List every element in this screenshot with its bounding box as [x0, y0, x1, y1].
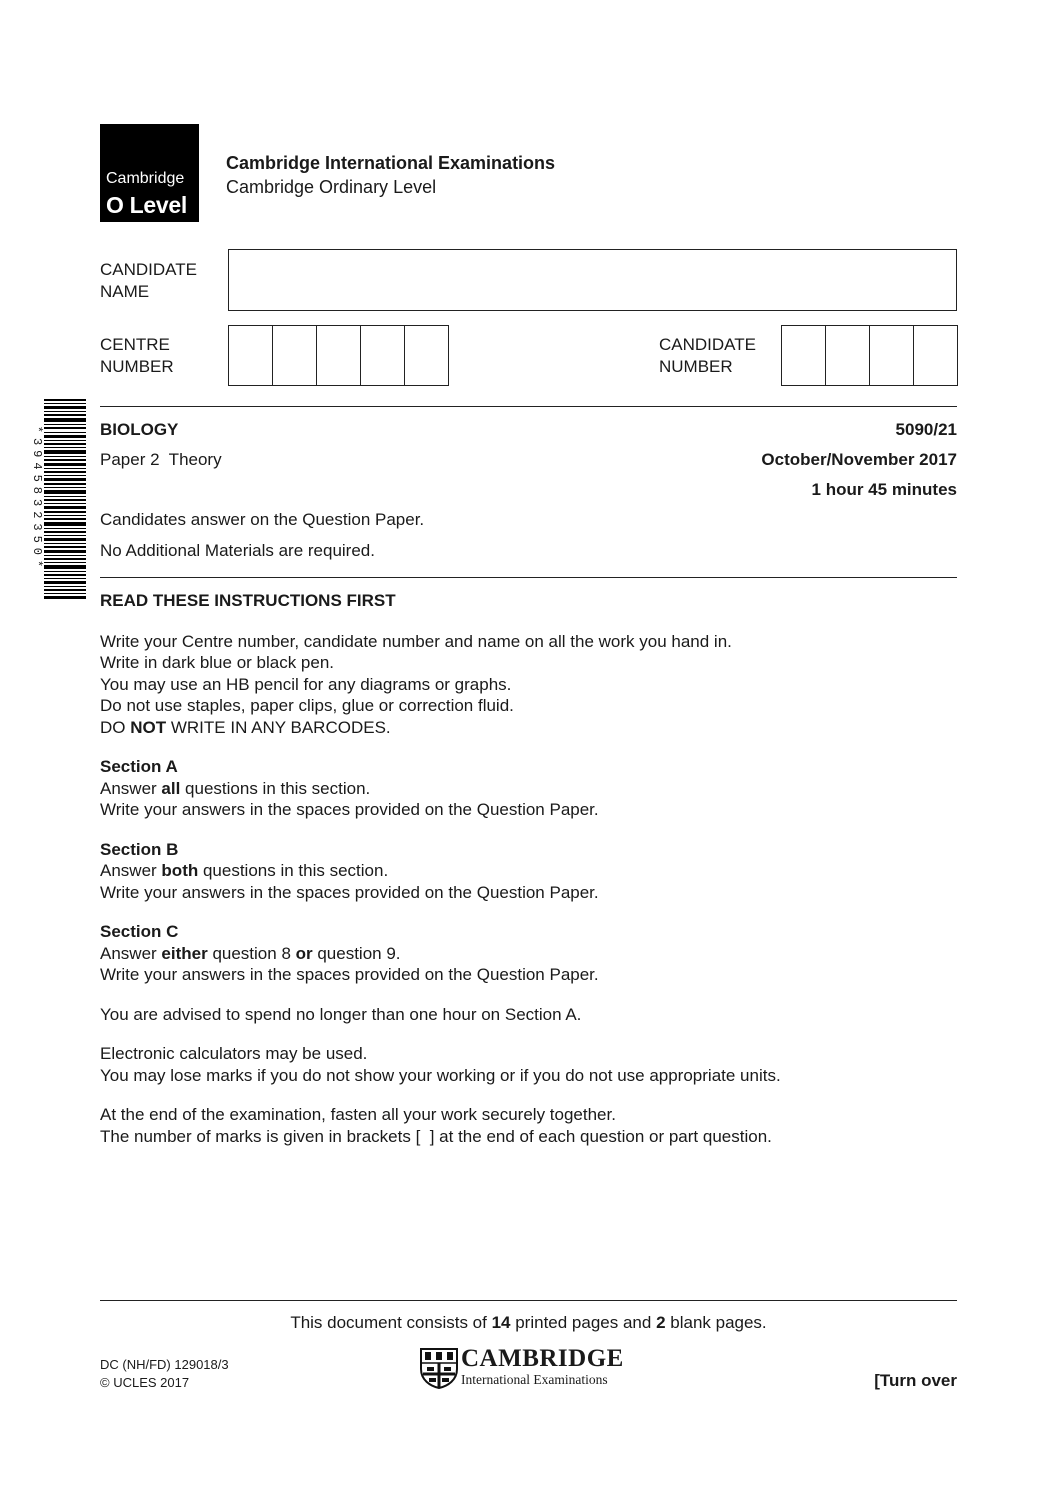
- ref-code: DC (NH/FD) 129018/3: [100, 1357, 229, 1372]
- section-c-line: Answer either question 8 or question 9.: [100, 943, 401, 963]
- centre-digit-cell[interactable]: [316, 326, 360, 385]
- section-c-line: Write your answers in the spaces provided on the Question Paper.: [100, 965, 599, 984]
- copyright: © UCLES 2017: [100, 1375, 190, 1390]
- cie-wordmark: International Examinations: [461, 1372, 608, 1387]
- centre-digit-cell[interactable]: [360, 326, 404, 385]
- barcode-text: *3945832350*: [30, 425, 44, 573]
- instruction-line: Do not use staples, paper clips, glue or correction fluid.: [100, 696, 514, 715]
- turn-over: [Turn over: [874, 1371, 957, 1390]
- instructions: [100, 590, 960, 1147]
- section-b-title: Section B: [100, 839, 179, 859]
- divider-footer: [100, 1300, 957, 1301]
- candidate-number-field[interactable]: [781, 325, 958, 386]
- cambridge-crest-icon: [419, 1347, 459, 1389]
- section-b-line: Answer both questions in this section.: [100, 861, 389, 880]
- level-title: Cambridge Ordinary Level: [226, 177, 437, 197]
- instruction-line: Write in dark blue or black pen.: [100, 653, 335, 672]
- exam-session: October/November 2017: [761, 450, 957, 469]
- section-c-title: Section C: [100, 922, 179, 941]
- section-a-line: Answer all questions in this section.: [100, 778, 371, 798]
- divider-top: [100, 406, 957, 407]
- instruction-line: Write your Centre number, candidate number and name on all the work you hand in.: [100, 631, 732, 651]
- marks-note: The number of marks is given in brackets [ ] at the end of each question or part question.: [100, 1126, 772, 1146]
- divider-mid: [100, 577, 957, 578]
- paper-name: Paper 2 Theory: [100, 450, 222, 469]
- centre-digit-cell[interactable]: [229, 326, 272, 385]
- candidate-digit-cell[interactable]: [913, 326, 957, 385]
- section-a-title: Section A: [100, 757, 178, 776]
- centre-digit-cell[interactable]: [404, 326, 448, 385]
- exam-duration: 1 hour 45 minutes: [811, 480, 957, 499]
- subject-title: BIOLOGY: [100, 420, 179, 439]
- candidate-name-label: CANDIDATE NAME: [100, 260, 197, 301]
- instructions-heading: READ THESE INSTRUCTIONS FIRST: [100, 591, 396, 610]
- section-a-line: Write your answers in the spaces provided on the Question Paper.: [100, 800, 599, 819]
- logo-line-2: O Level: [106, 192, 187, 218]
- logo-line-1: Cambridge: [106, 170, 185, 187]
- centre-digit-cell[interactable]: [272, 326, 316, 385]
- page-count-note: This document consists of 14 printed pages and 2 blank pages.: [290, 1313, 767, 1332]
- barcode: [30, 397, 90, 602]
- cambridge-wordmark: CAMBRIDGE: [461, 1345, 624, 1372]
- instruction-line: You may use an HB pencil for any diagrams or graphs.: [100, 674, 512, 694]
- candidate-digit-cell[interactable]: [869, 326, 913, 385]
- candidate-digit-cell[interactable]: [825, 326, 869, 385]
- calculator-note: Electronic calculators may be used.: [100, 1044, 368, 1063]
- cambridge-o-level-logo: [100, 124, 199, 222]
- instruction-line: DO NOT WRITE IN ANY BARCODES.: [100, 717, 391, 737]
- time-advice: You are advised to spend no longer than one hour on Section A.: [100, 1004, 582, 1024]
- candidate-name-field[interactable]: [228, 249, 957, 311]
- document-reference: [100, 1356, 229, 1392]
- fasten-note: At the end of the examination, fasten all your work securely together.: [100, 1105, 616, 1124]
- paper-code: 5090/21: [895, 420, 957, 439]
- answer-on-note: Candidates answer on the Question Paper.: [100, 510, 425, 529]
- candidate-digit-cell[interactable]: [782, 326, 825, 385]
- candidate-number-label: CANDIDATE NUMBER: [659, 335, 756, 376]
- materials-note: No Additional Materials are required.: [100, 541, 375, 560]
- units-note: You may lose marks if you do not show your working or if you do not use appropriate units.: [100, 1065, 781, 1085]
- centre-number-label: CENTRE NUMBER: [100, 335, 174, 376]
- centre-number-field[interactable]: [228, 325, 449, 386]
- section-b-line: Write your answers in the spaces provided on the Question Paper.: [100, 882, 599, 902]
- org-title: Cambridge International Examinations: [226, 153, 556, 173]
